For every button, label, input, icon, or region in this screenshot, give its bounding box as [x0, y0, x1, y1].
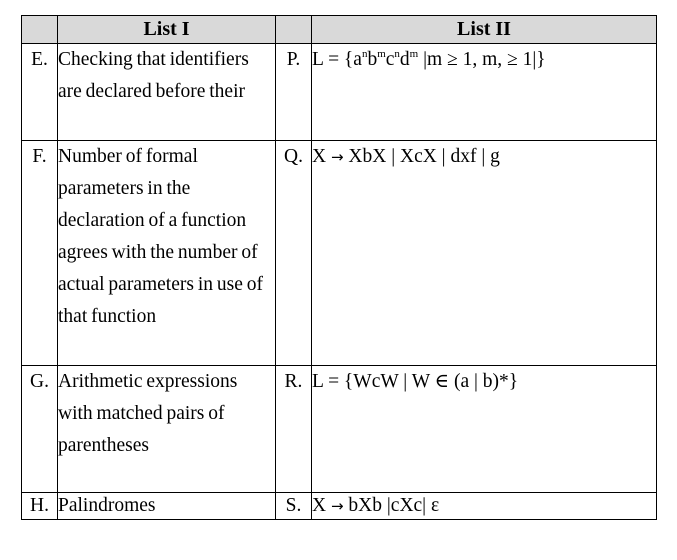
- list-ii-letter: S.: [276, 493, 312, 520]
- header-row: [22, 16, 657, 44]
- formula-part: b: [367, 49, 378, 70]
- list-ii-item: [312, 44, 657, 141]
- formula-rhs: XbX | XcX | dxf | g: [348, 146, 500, 167]
- formula-superscript: n: [361, 48, 368, 60]
- matching-table: [21, 15, 657, 520]
- list-i-item: [58, 141, 276, 366]
- list-i-item-text: Arithmetic expressions with matched pairs of parentheses: [58, 371, 238, 456]
- formula-superscript: n: [394, 48, 400, 60]
- list-i-item-text: Checking that identifiers are declared before their: [58, 49, 249, 102]
- table-row-h: [22, 493, 657, 520]
- right-arrow-icon: →: [330, 148, 344, 166]
- list-i-item: [58, 366, 276, 493]
- formula-superscript: m: [409, 48, 419, 60]
- table-row-f: [22, 141, 657, 366]
- list-ii-letter: Q.: [276, 141, 312, 366]
- list-i-letter: E.: [22, 44, 58, 141]
- list-i-letter: H.: [22, 493, 58, 520]
- header-list-ii: List II: [312, 16, 657, 44]
- list-i-item: Palindromes: [58, 493, 276, 520]
- formula-part: |m ≥ 1, m, ≥ 1|}: [418, 49, 546, 70]
- list-i-letter: F.: [22, 141, 58, 366]
- list-i-letter: G.: [22, 366, 58, 493]
- list-ii-letter: P.: [276, 44, 312, 141]
- formula-lhs: X: [312, 495, 327, 516]
- formula-part: L = {a: [312, 49, 362, 70]
- header-letter-right: [276, 16, 312, 44]
- list-ii-letter: R.: [276, 366, 312, 493]
- list-ii-item: [312, 493, 657, 520]
- formula-rhs: bXb |cXc| ε: [348, 495, 440, 516]
- matching-table-container: [21, 15, 657, 520]
- header-list-i: List I: [58, 16, 276, 44]
- list-ii-item: L = {WcW | W ∈ (a | b)*}: [312, 366, 657, 493]
- list-i-item: [58, 44, 276, 141]
- table-row-e: [22, 44, 657, 141]
- formula-part: c: [385, 49, 395, 70]
- formula-lhs: X: [312, 146, 327, 167]
- list-ii-item: [312, 141, 657, 366]
- right-arrow-icon: →: [330, 497, 344, 515]
- header-letter-left: [22, 16, 58, 44]
- list-i-item-text: Number of formal parameters in the declaration of a function agrees with the number of actual parameters in use of that function: [58, 146, 263, 327]
- formula-part: d: [399, 49, 410, 70]
- table-row-g: [22, 366, 657, 493]
- formula-superscript: m: [377, 48, 386, 60]
